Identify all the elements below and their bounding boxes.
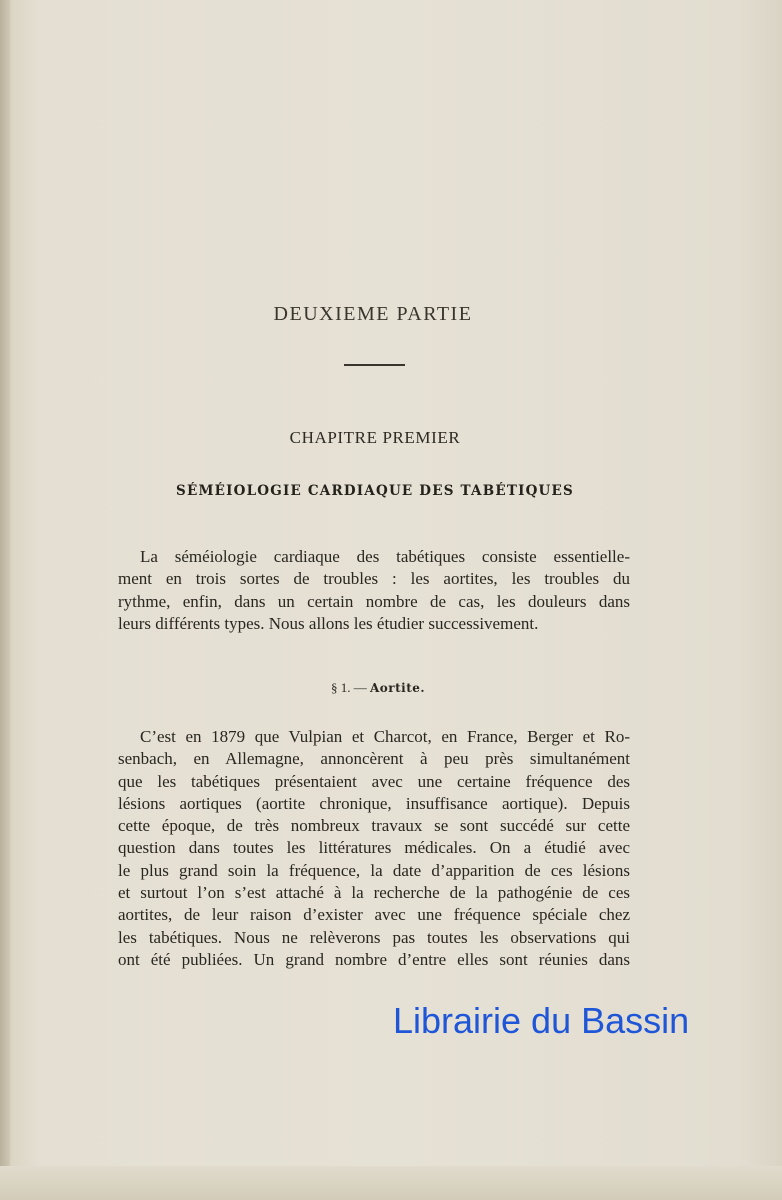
paragraph-line: cette époque, de très nombreux travaux se sont succédé sur cette	[118, 816, 630, 836]
paragraph-line: lésions aortiques (aortite chronique, insuffisance aortique). Depuis	[118, 793, 630, 813]
paragraph-line: leurs différents types. Nous allons les étudier successivement.	[118, 613, 539, 633]
subsection-title: Aortite.	[369, 681, 426, 695]
section-title: SÉMÉIOLOGIE CARDIAQUE DES TABÉTIQUES	[176, 483, 574, 499]
paragraph-line: question dans toutes les littératures médicales. On a étudié avec	[118, 838, 630, 858]
body-paragraph	[118, 726, 630, 971]
paragraph-line: et surtout l’on s’est attaché à la recherche de la pathogénie de ces	[118, 883, 630, 903]
paragraph-line: C’est en 1879 que Vulpian et Charcot, en France, Berger et Ro-	[140, 727, 630, 746]
paragraph-line: senbach, en Allemagne, annoncèrent à peu près simultanément	[118, 749, 630, 769]
watermark-text: Librairie du Bassin	[393, 1000, 690, 1041]
paragraph-line: les tabétiques. Nous ne relèverons pas toutes les observations qui	[118, 927, 630, 947]
page-binding-edge	[0, 0, 10, 1200]
chapter-title: CHAPITRE PREMIER	[289, 428, 461, 447]
paragraph-line: La séméiologie cardiaque des tabétiques consiste essentielle-	[140, 547, 630, 566]
paragraph-line: rythme, enfin, dans un certain nombre de cas, les douleurs dans	[118, 591, 630, 611]
subsection-number: § 1. —	[330, 680, 367, 695]
page-bottom-edge	[0, 1166, 782, 1200]
paragraph-line: que les tabétiques présentaient avec une certaine fréquence des	[118, 771, 630, 791]
paragraph-line: ment en trois sortes de troubles : les aortites, les troubles du	[118, 569, 630, 589]
title-rule-divider	[344, 364, 405, 366]
paragraph-line: ont été publiées. Un grand nombre d’entre elles sont réunies dans	[118, 949, 630, 969]
paragraph-line: aortites, de leur raison d’exister avec une fréquence spéciale chez	[118, 905, 630, 925]
paragraph-line: le plus grand soin la fréquence, la date d’apparition de ces lésions	[118, 860, 630, 880]
intro-paragraph	[118, 546, 630, 635]
subsection-heading	[0, 680, 756, 696]
part-title: DEUXIEME PARTIE	[273, 303, 473, 325]
